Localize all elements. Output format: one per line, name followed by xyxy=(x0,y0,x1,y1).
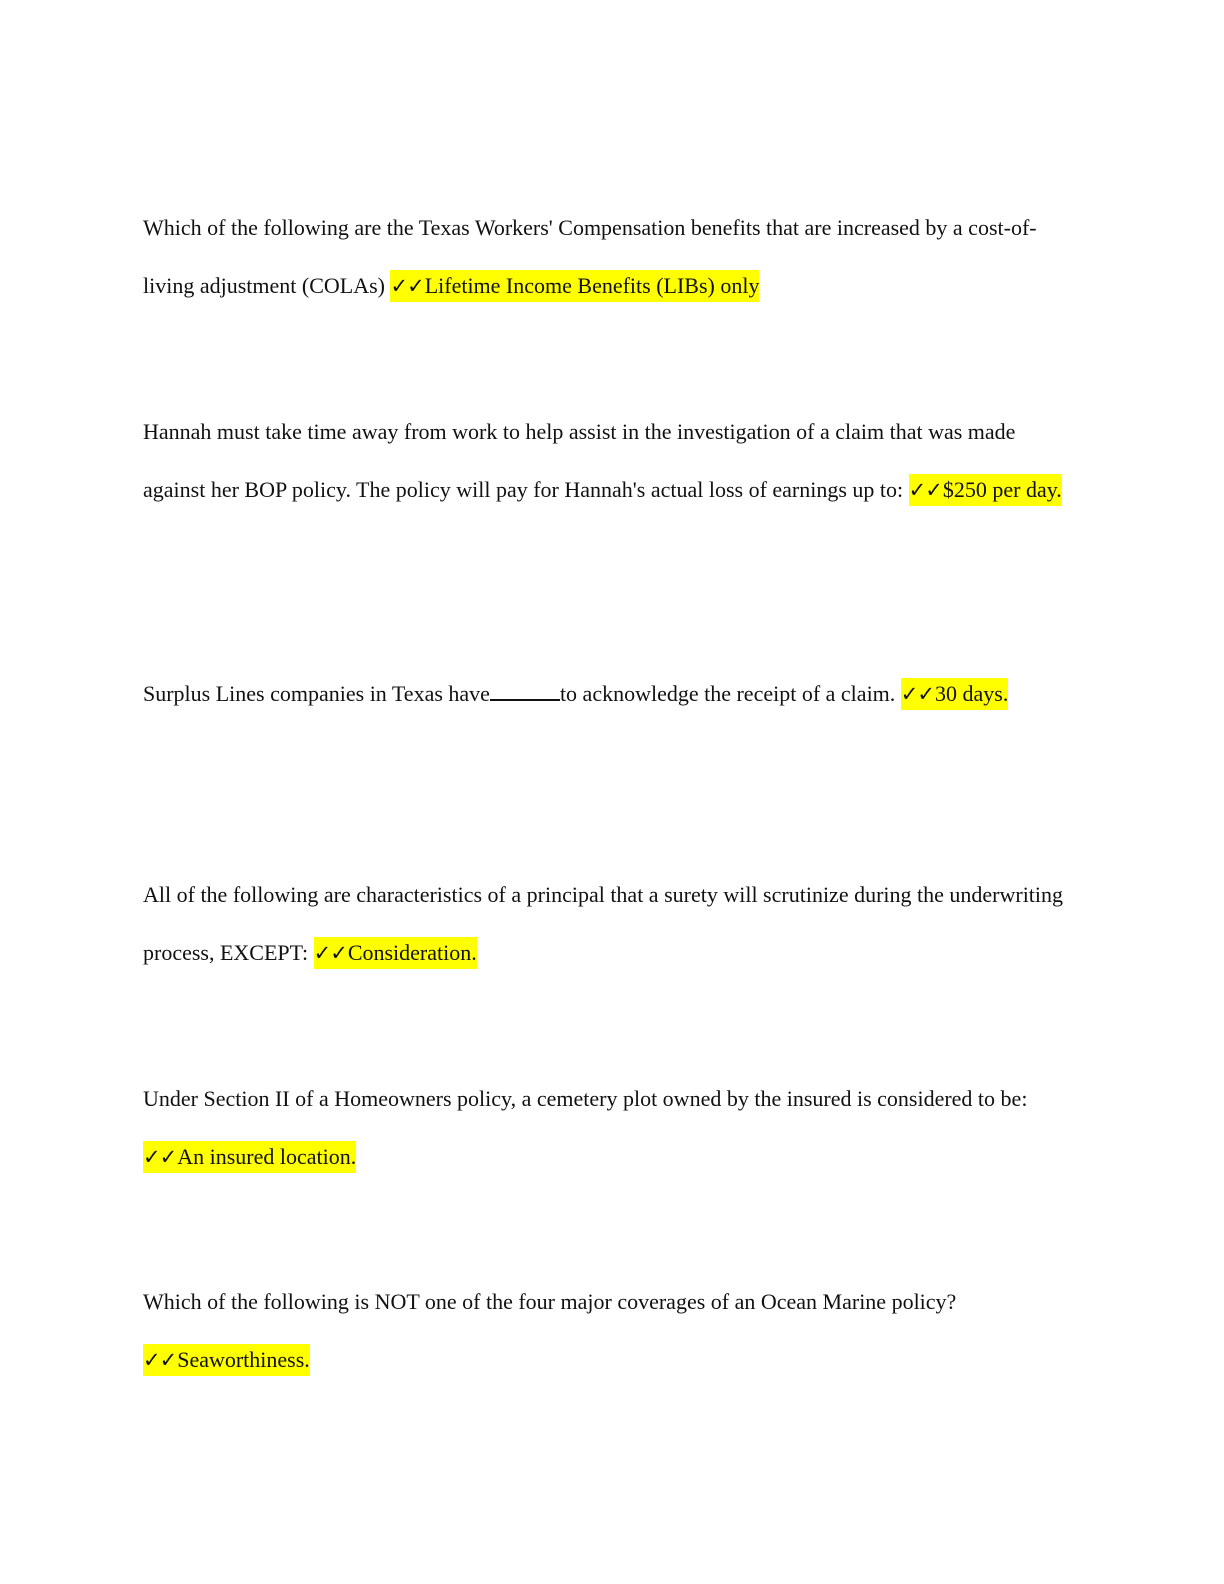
question-text: Under Section II of a Homeowners policy, a cemetery plot owned by the insured is considered to be: xyxy=(143,1086,1028,1111)
question-text: Hannah must take time away from work to help assist in the investigation of a claim that was made against her BOP policy. The policy will pay for Hannah's actual loss of earnings up to: xyxy=(143,419,1016,502)
answer-highlight xyxy=(314,937,477,969)
question-text: Which of the following is NOT one of the four major coverages of an Ocean Marine policy? xyxy=(143,1289,957,1314)
fill-in-blank-line xyxy=(490,679,560,701)
double-check-icon: ✓✓ xyxy=(143,1145,177,1169)
qa-item-bop-earnings xyxy=(143,403,1078,519)
qa-item-homeowners-section-ii xyxy=(143,1070,1078,1186)
answer-highlight xyxy=(390,270,759,302)
question-text-after-blank: to acknowledge the receipt of a claim. xyxy=(559,681,896,706)
double-check-icon: ✓✓ xyxy=(390,274,424,298)
question-text: All of the following are characteristics of a principal that a surety will scrutinize during the underwriting process, EXCEPT: xyxy=(143,882,1064,965)
answer-text: Consideration. xyxy=(347,940,477,965)
answer-highlight xyxy=(909,474,1062,506)
answer-text: An insured location. xyxy=(177,1144,357,1169)
double-check-icon: ✓✓ xyxy=(908,478,942,502)
double-check-icon: ✓✓ xyxy=(900,682,934,706)
qa-item-ocean-marine xyxy=(143,1273,1078,1389)
double-check-icon: ✓✓ xyxy=(143,1348,177,1372)
answer-highlight xyxy=(901,678,1009,710)
answer-text: Seaworthiness. xyxy=(177,1347,310,1372)
answer-highlight xyxy=(143,1141,356,1173)
answer-text: 30 days. xyxy=(935,681,1009,706)
question-text: Which of the following are the Texas Workers' Compensation benefits that are increased by a cost-of-living adjustment (COLAs) xyxy=(143,215,1037,298)
question-text-before-blank: Surplus Lines companies in Texas have xyxy=(143,681,490,706)
double-check-icon: ✓✓ xyxy=(313,941,347,965)
answer-text: Lifetime Income Benefits (LIBs) only xyxy=(424,273,760,298)
qa-item-surplus-lines xyxy=(143,665,1078,723)
qa-item-surety-principal xyxy=(143,866,1078,982)
qa-item-colas xyxy=(143,199,1078,315)
answer-highlight xyxy=(143,1344,310,1376)
answer-text: $250 per day. xyxy=(942,477,1062,502)
